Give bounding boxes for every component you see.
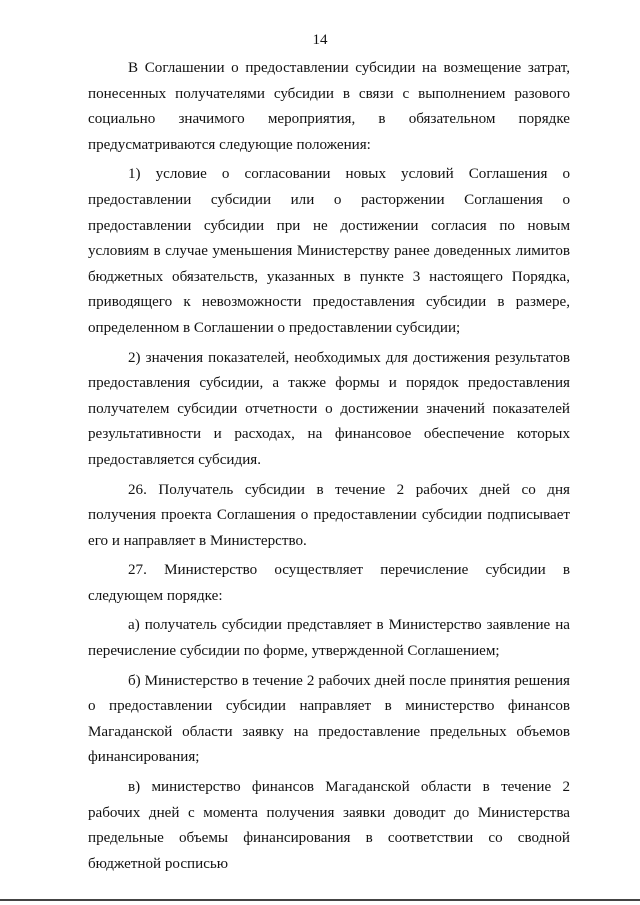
paragraph-27-a: а) получатель субсидии представляет в Министерство заявление на перечисление субсидии по форме, утвержденной Соглашением; <box>88 617 570 660</box>
paragraph-26: 26. Получатель субсидии в течение 2 рабочих дней со дня получения проекта Соглашения о предоставлении субсидии подписывает его и направляет в Министерство. <box>88 481 570 549</box>
paragraph-27-b: б) Министерство в течение 2 рабочих дней после принятия решения о предоставлении субсидии направляет в министерство финансов Магаданской области заявку на предоставление предельных объемов финансирования; <box>88 672 570 766</box>
paragraph-27-v: в) министерство финансов Магаданской области в течение 2 рабочих дней с момента получения заявки доводит до Министерства предельные объемы финансирования в соответствии со сводной бюджетной росписью <box>88 779 570 872</box>
paragraph-item-2: 2) значения показателей, необходимых для достижения результатов предоставления субсидии, а также формы и порядок предоставления получателем субсидии отчетности о достижении значений показателей результативности и расходах, на финансовое обеспечение которых предоставляется субсидия. <box>88 349 570 468</box>
body-text <box>88 56 570 877</box>
paragraph-27: 27. Министерство осуществляет перечисление субсидии в следующем порядке: <box>88 562 570 604</box>
paragraph-agreement-provisions: В Соглашении о предоставлении субсидии на возмещение затрат, понесенных получателями субсидии в связи с выполнением разового социально значимого мероприятия, в обязательном порядке предусматриваются следующие положения: <box>88 60 570 153</box>
page-bottom-edge <box>0 899 640 901</box>
page-number: 14 <box>312 32 328 48</box>
paragraph-item-1: 1) условие о согласовании новых условий Соглашения о предоставлении субсидии или о расторжении Соглашения о предоставлении субсидии при не достижении согласия по новым условиям в случае уменьшения Министерству ранее доведенных лимитов бюджетных обязательств, указанных в пункте 3 настоящего Порядка, приводящего к невозможности предоставления субсидии в размере, определенном в Соглашении о предоставлении субсидии; <box>88 166 570 336</box>
